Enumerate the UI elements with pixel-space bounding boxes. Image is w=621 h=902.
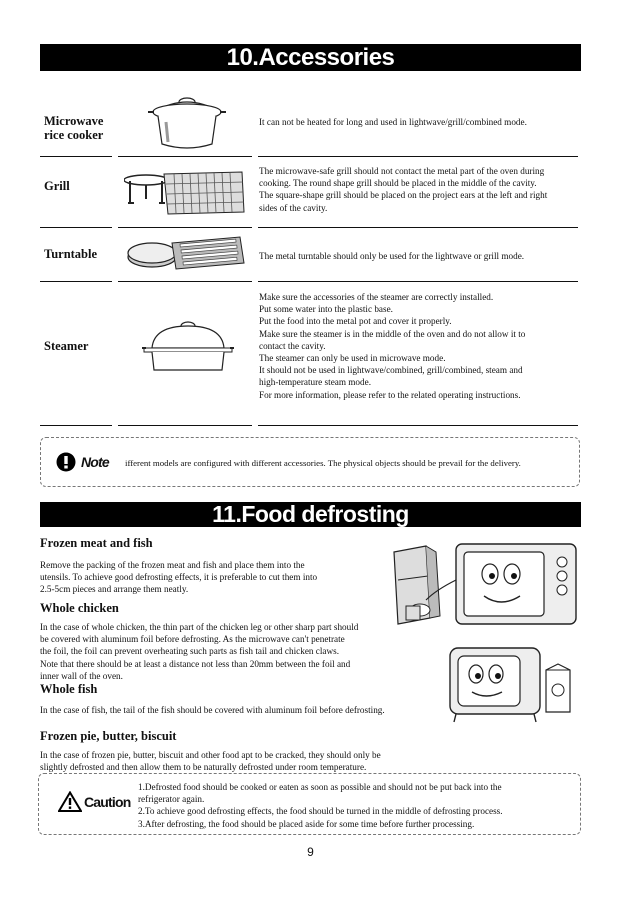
accessory-name-grill: Grill	[44, 179, 70, 193]
divider	[118, 425, 252, 426]
desc-line: cooking. The round shape grill should be placed in the middle of the cavity.	[259, 178, 537, 189]
text-line: In the case of whole chicken, the thin part of the chicken leg or other sharp part should	[40, 622, 359, 632]
note-label: Note	[81, 454, 109, 470]
accessory-name-rice-cooker	[44, 114, 103, 142]
caution-label: Caution	[84, 794, 131, 810]
accessory-desc-rice-cooker	[259, 116, 584, 128]
fridge-and-oven-cartoon	[386, 540, 582, 634]
heading-whole-fish: Whole fish	[40, 682, 98, 696]
accessory-desc-steamer	[259, 291, 584, 401]
accessory-desc-grill	[259, 165, 584, 214]
text-line: Note that there should be at least a distance not less than 20mm between the foil and	[40, 658, 351, 669]
text-line: In the case of fish, the tail of the fish should be covered with aluminum foil before defrosting.	[40, 705, 385, 715]
divider	[258, 227, 578, 228]
steamer-illustration	[138, 318, 238, 374]
accessory-name-turntable: Turntable	[44, 247, 98, 261]
desc-line: high-temperature steam mode.	[259, 377, 371, 388]
divider	[40, 281, 112, 282]
desc-line: Put the food into the metal pot and cover it properly.	[259, 316, 452, 327]
text-line: In the case of frozen pie, butter, biscuit and other food apt to be cracked, they should only be	[40, 750, 381, 760]
note-text: ifferent models are configured with different accessories. The physical objects should be prevail for the delivery.	[125, 458, 521, 468]
text-line: 2.5-5cm pieces and arrange them neatly.	[40, 584, 189, 595]
text-line: utensils. To achieve good defrosting effects, it is preferable to cut them into	[40, 572, 318, 583]
divider	[40, 425, 112, 426]
desc-line: The microwave-safe grill should not contact the metal part of the oven during	[259, 166, 545, 176]
desc-line: It should not be used in lightwave/combined, grill/combined, steam and	[259, 365, 523, 376]
frozen-meat-text	[40, 559, 317, 596]
divider	[40, 156, 112, 157]
whole-fish-text	[40, 704, 385, 716]
rice-cooker-illustration	[146, 86, 228, 152]
caution-line: refrigerator again.	[138, 794, 205, 805]
desc-line: Make sure the accessories of the steamer are correctly installed.	[259, 292, 494, 302]
caution-line: 3.After defrosting, the food should be placed aside for some time before further processing.	[138, 818, 475, 829]
desc-line: The metal turntable should only be used for the lightwave or grill mode.	[259, 251, 525, 261]
heading-whole-chicken: Whole chicken	[40, 601, 119, 615]
desc-line: sides of the cavity.	[259, 202, 328, 213]
divider	[118, 156, 252, 157]
desc-line: Make sure the steamer is in the middle of the oven and do not allow it to	[259, 328, 526, 339]
text-line: the foil, the foil can prevent overheating such parts as fish tail and chicken claws.	[40, 646, 340, 657]
heading-frozen-meat: Frozen meat and fish	[40, 536, 153, 550]
desc-line: For more information, please refer to the related operating instructions.	[259, 389, 521, 400]
accessory-name-line2: rice cooker	[44, 128, 104, 142]
whole-chicken-text	[40, 621, 358, 682]
accessory-name-steamer: Steamer	[44, 339, 89, 353]
warning-triangle-icon	[58, 791, 82, 812]
turntable-illustration	[126, 229, 246, 275]
divider	[258, 281, 578, 282]
desc-line: The steamer can only be used in microwave mode.	[259, 353, 446, 364]
page-number: 9	[307, 845, 314, 859]
text-line: inner wall of the oven.	[40, 670, 123, 681]
grill-illustration	[124, 168, 248, 220]
section-11-title: 11.Food defrosting	[40, 502, 581, 527]
text-line: Remove the packing of the frozen meat and fish and place them into the	[40, 560, 305, 570]
divider	[118, 281, 252, 282]
desc-line: It can not be heated for long and used in lightwave/grill/combined mode.	[259, 117, 527, 127]
text-line: be covered with aluminum foil before defrosting. As the microwave can't penetrate	[40, 634, 345, 645]
caution-text	[138, 781, 503, 830]
heading-frozen-pie: Frozen pie, butter, biscuit	[40, 729, 177, 743]
caution-line: 1.Defrosted food should be cooked or eaten as soon as possible and should not be put back into the	[138, 782, 502, 792]
accessory-name-line1: Microwave	[44, 114, 104, 128]
desc-line: Put some water into the plastic base.	[259, 304, 393, 315]
divider	[258, 156, 578, 157]
desc-line: contact the cavity.	[259, 340, 326, 351]
divider	[258, 425, 578, 426]
oven-milk-cartoon	[446, 640, 576, 724]
frozen-pie-text	[40, 749, 381, 773]
caution-line: 2.To achieve good defrosting effects, the food should be turned in the middle of defrosting process.	[138, 806, 503, 817]
divider	[40, 227, 112, 228]
accessory-desc-turntable	[259, 250, 584, 262]
exclamation-icon	[56, 452, 76, 472]
text-line: slightly defrosted and then allow them to be naturally defrosted under room temperature.	[40, 762, 367, 773]
section-10-title: 10.Accessories	[40, 44, 581, 71]
desc-line: The square-shape grill should be placed on the project ears at the left and right	[259, 190, 548, 201]
